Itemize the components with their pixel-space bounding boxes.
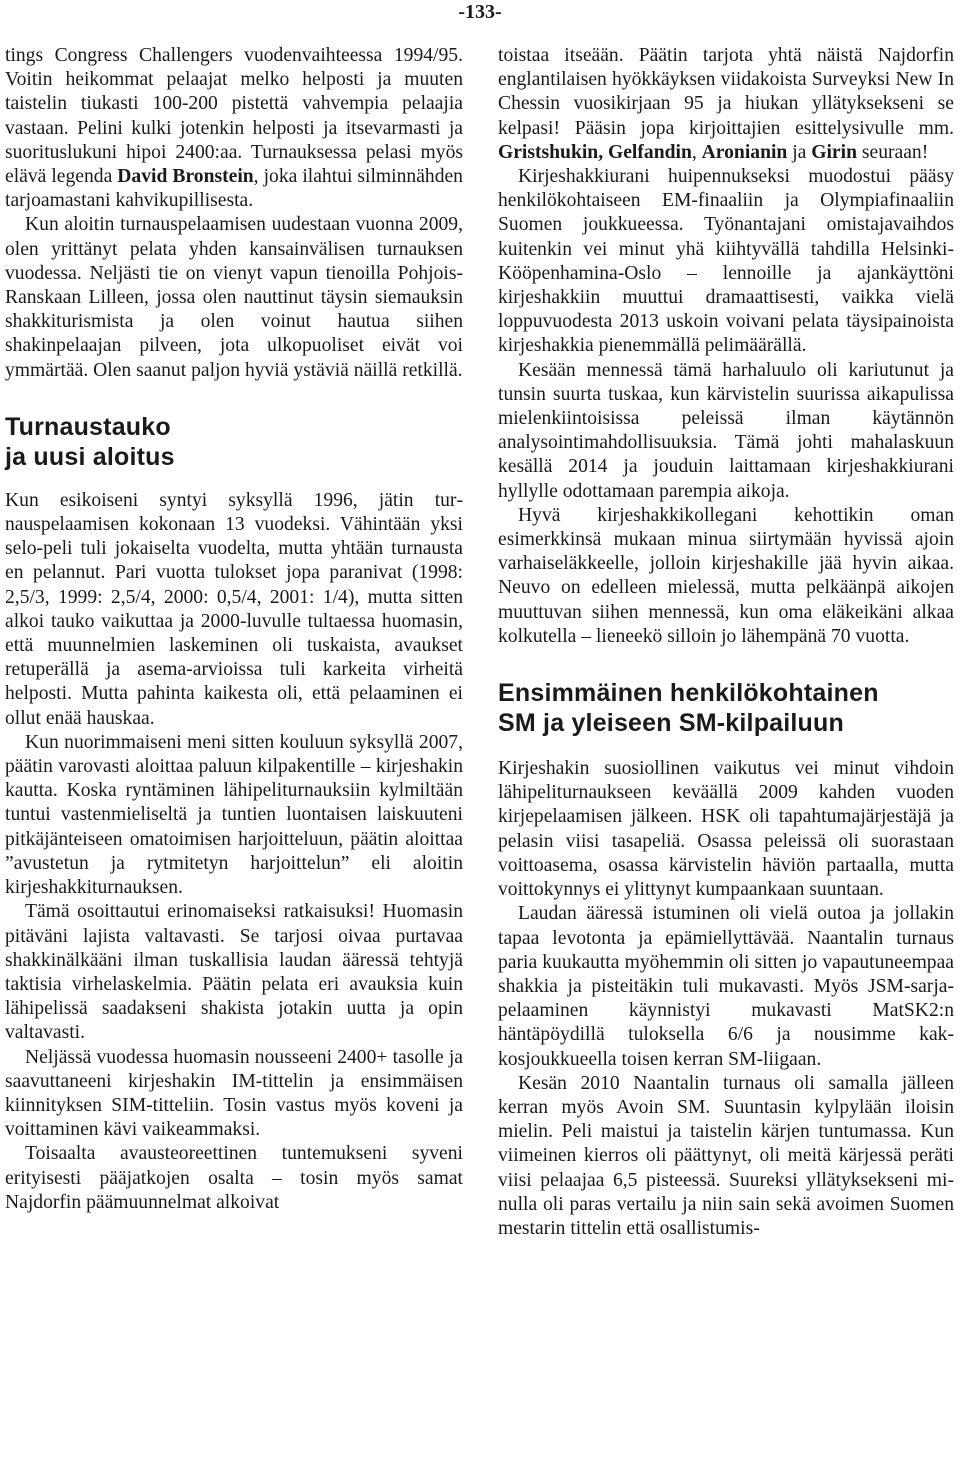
bold-name: Gelfandin <box>608 141 692 163</box>
right-paragraph-2: Kirjeshakkiurani huipennukseksi muodostui pääsy henkilökohtaiseen EM-finaaliin ja Olympiafinaaliin Suomen joukkueessa. Työnantajani omistajavaihdos kuitenkin vei minut yhä kiihtyvällä tahdilla Helsinki-Kööpenhamina-Oslo – lennoille ja ajankäyttöni kirjeshakkiin muuttui dramaattisesti, vaikka vielä loppuvuodesta 2013 uskoin voivani pelata täysipainoista kirjeshakkia pienemmällä pelimäärällä. <box>498 166 954 357</box>
left-paragraph-6: Neljässä vuodessa huomasin nousseeni 2400+ tasolle ja saavuttaneeni kirjeshakin IM-tittelin ja ensimmäisen kiinnityksen SIM-titteliin. Tosin vastus myös koveni ja voittaminen kävi vaikeammaksi. <box>5 1046 463 1141</box>
right-paragraph-6: Laudan ääressä istuminen oli vielä outoa ja jollakin tapaa levotonta ja epämiellyttävää. Naantalin turnaus paria kuukautta myöhemmin oli sitten jo vapautuneempaa shakkia ja pisteitäkin tuli mukavasti. Myös JSM-sarjapelaaminen käynnistyi mukavasti MatSK2:n häntäpöydillä tuloksella 6/6 ja nousimme kakkosjoukkueella toisen kerran SM-liigaan. <box>498 903 954 1070</box>
left-column <box>5 44 463 1215</box>
paragraph-text: tings Congress Challengers vuodenvaihteessa 1994/95. Voitin heikommat pelaajat melko helposti ja muuten taistelin tiukasti 100-200 pistettä vahvempia pelaajia vastaan. Pelini kulki jotenkin helposti ja itsevarmasti ja suorituslukuni hipoi 2400:aa. Turnauksessa pelasi myös elävä legenda <box>5 45 463 188</box>
left-paragraph-7: Toisaalta avausteoreettinen tuntemukseni syveni erityisesti pääjatkojen osalta – tosin myös samat Najdorfin päämuunnelmat alkoivat <box>5 1143 463 1213</box>
right-paragraph-1 <box>498 44 954 165</box>
left-paragraph-4: Kun nuorimmaiseni meni sitten kouluun syksyllä 2007, päätin varovasti aloittaa paluun kilpakentille – kirjeshakin kautta. Koska ryntäminen lähipeliturnauksiin kylmiltään tuntui vastenmieliseltä ja tuntien luontaisen laiskuuteni pitkäjänteiseen omatoimisen harjoitteluun, päätin aloittaa ”avustetun ja rytmitetyn harjoittelun” eli aloitin kirjeshakkiturnauksen. <box>5 731 463 899</box>
heading-line-1: Ensimmäinen henkilökohtainen <box>498 679 879 708</box>
paragraph-text: , joka ilahtui silminnähden tarjoamastani kahvikupillisesta. <box>5 166 463 212</box>
separator: , <box>691 141 702 163</box>
left-paragraph-1 <box>5 44 463 213</box>
right-paragraph-7: Kesän 2010 Naantalin turnaus oli samalla jälleen kerran myös Avoin SM. Suuntasin kylpylään iloisin mielin. Peli maistui ja taistelin kärjen tuntumassa. Kun viimeinen kierros oli päättynyt, oli meitä kärjessä peräti viisi pelaajaa 6,5 pisteessä. Suureksi yllätyksekseni minulla oli paras vertailu ja niin sain sekä avoimen Suomen mestarin tittelin että osallistumis- <box>498 1072 954 1239</box>
bold-name: Girin <box>811 141 857 163</box>
paragraph-text: seuraan! <box>856 141 929 163</box>
heading-line-1: Turnaustauko <box>5 412 171 441</box>
right-paragraph-4: Hyvä kirjeshakkikollegani kehottikin oman esimerkkinsä mukaan minua siirtymään hyvissä ajoin varhaiseläkkeelle, jolloin kirjeshakille jää hyvin aikaa. Neuvo on edelleen mielessä, mutta pelkäänpä aikojen muuttuvan siihen mennessä, kun oma eläkeikäni alkaa kolkutella – lieneekö silloin jo lähempänä 70 vuotta. <box>498 504 954 647</box>
right-paragraph-5: Kirjeshakin suosiollinen vaikutus vei minut vihdoin lähipeliturnaukseen keväällä 2009 kahden vuoden kirjepelaamisen jälkeen. HSK oli tapahtumajärjestäjä ja pelasin viisi tasapeliä. Osassa peleissä oli suorastaan voittoasema, osassa kärvistelin häviön partaalla, mutta voittokynnys ei ylittynyt kumpaankaan suuntaan. <box>498 758 954 901</box>
separator: ja <box>787 141 812 163</box>
left-paragraph-3: Kun esikoiseni syntyi syksyllä 1996, jätin turnauspelaamisen kokonaan 13 vuodeksi. Vähintään yksi selo-peli tuli jokaiselta vuodelta, mutta yhtään turnausta en pelannut. Pari vuotta tulokset jopa paranivat (1998: 2,5/3, 1999: 2,5/4, 2000: 0,5/4, 2001: 1/4), mutta sitten alkoi tauko vaikuttaa ja 2000-luvulle tultaessa huomasin, että muunnelmien laskeminen oli tuskaista, avaukset retuperällä ja asema-arvioissa tuli karkeita virheitä helposti. Mutta pahinta kaikesta oli, että pelaaminen ei ollut enää hauskaa. <box>5 489 463 729</box>
right-column <box>498 44 954 1241</box>
heading-line-2: ja uusi aloitus <box>5 442 175 471</box>
page-number: -133- <box>458 1 502 23</box>
right-paragraph-3: Kesään mennessä tämä harhaluulo oli kariutunut ja tunsin suurta tuskaa, kun kärvistelin suurissa aikapulissa mielenkiintoisissa peleissä ilman käytännön analysointimahdollisuuksia. Tämä johti mahalaskuun kesällä 2014 ja jouduin laittamaan kirjeshakkiurani hyllylle odottamaan parempia aikoja. <box>498 359 954 502</box>
bold-separator: , <box>598 141 608 163</box>
section-heading-turnaustauko <box>5 412 463 472</box>
heading-line-2: SM ja yleiseen SM-kilpailuun <box>498 709 844 738</box>
bold-name: Aronianin <box>701 141 788 163</box>
left-paragraph-2: Kun aloitin turnauspelaamisen uudestaan vuonna 2009, olen yrittänyt pelata yhden kansainvälisen turnauksen vuodessa. Neljästi tie on vienyt vapun tienoilla Pohjois-Ranskaan Lilleen, jossa olen nauttinut täysin siemauksin shakkiturismista ja olen voinut hautua siihen shakinpelaajan pilveen, jota ulkopuoliset eivät voi ymmärtää. Olen saanut paljon hyviä ystäviä näillä retkillä. <box>5 214 463 381</box>
section-heading-ensimmainen <box>498 678 954 738</box>
bold-name: Gristshukin <box>498 141 599 163</box>
left-paragraph-5: Tämä osoittautui erinomaiseksi ratkaisuksi! Huomasin pitäväni lajista valtavasti. Se tarjosi oivaa purtavaa shakkinälkääni ilman tuskallisia laudan ääressä tehtyjä taktisia virhelaskelmia. Päätin pelata eri avauksia kuin lähipelissä saadakseni shakista jotakin uutta ja opin valtavasti. <box>5 901 463 1044</box>
paragraph-text: toistaa itseään. Päätin tarjota yhtä näistä Najdorfin englantilaisen hyökkäyksen viidakoista Surveyksi New In Chessin vuosikirjaan 95 ja hiukan yllätyksekseni se kelpasi! Pääsin jopa kirjoittajien esittelysivulle mm. <box>498 45 954 139</box>
bold-name: David Bronstein <box>117 166 254 188</box>
